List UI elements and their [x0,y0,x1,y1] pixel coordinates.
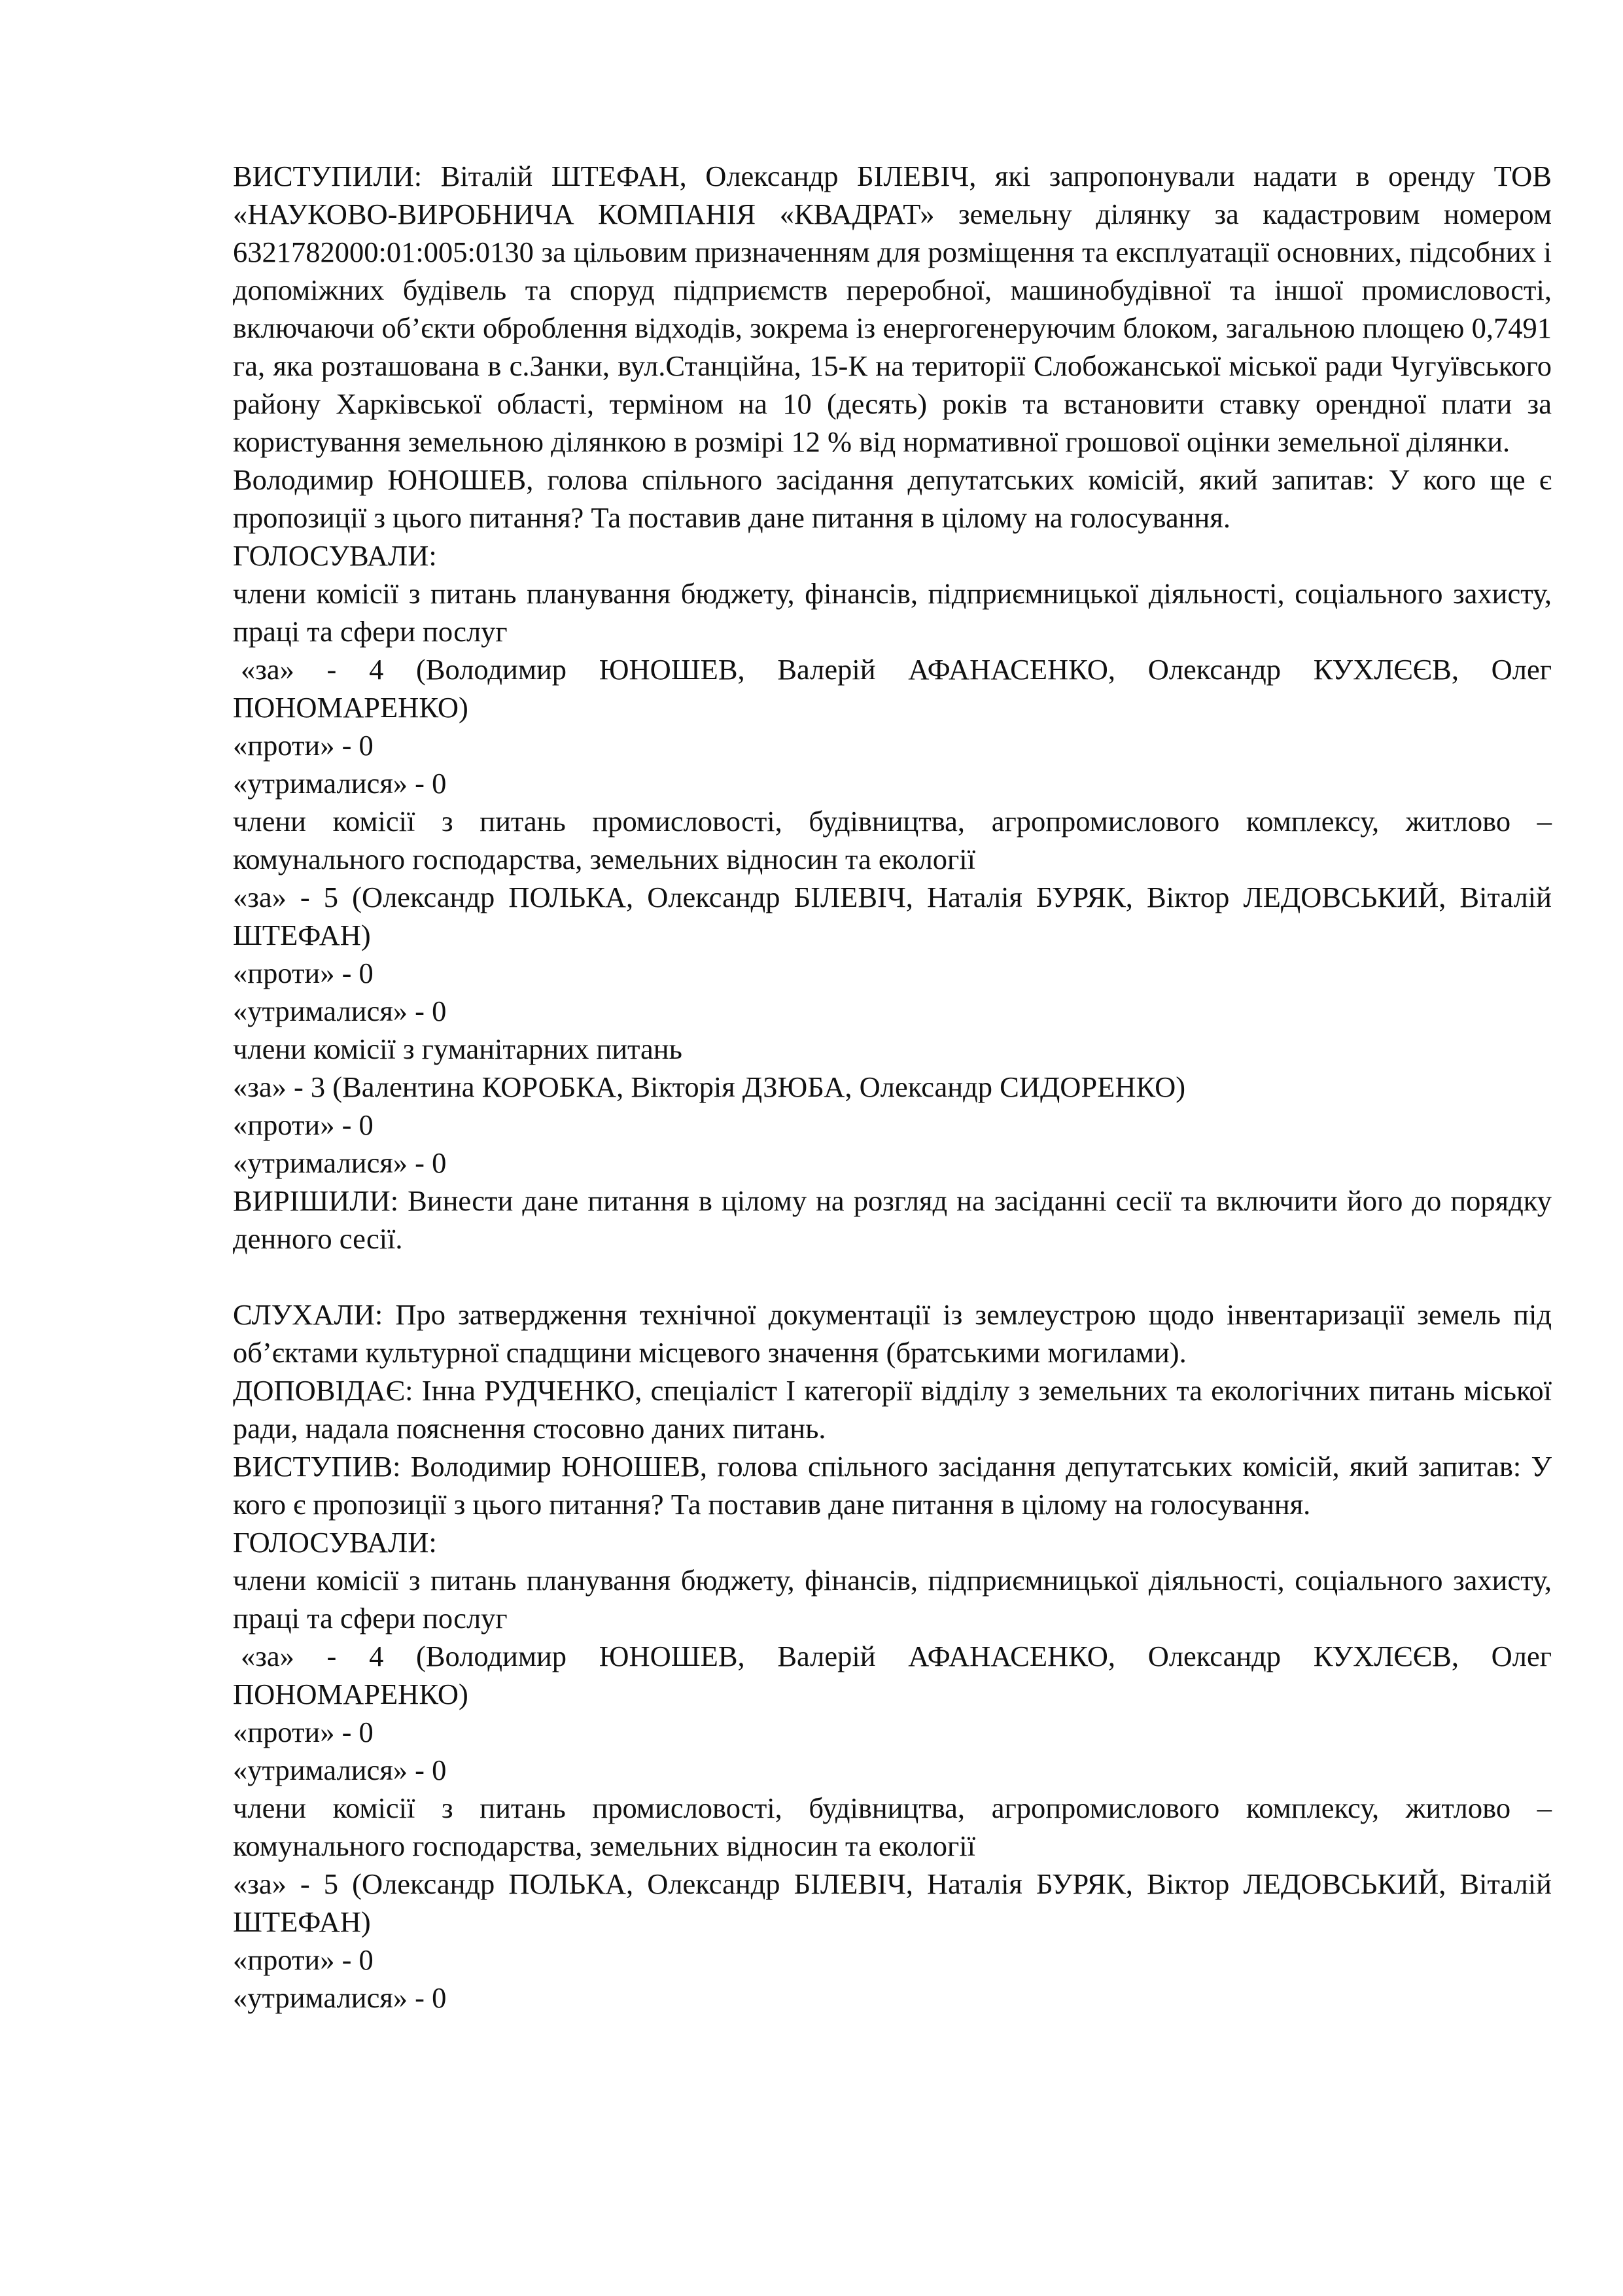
humanitarian-committee-votes-abstained: «утрималися» - 0 [233,1146,447,1179]
industry-committee-label: члени комісії з питань промисловості, будівництва, агропромислового комплексу, житлово – комунального господарства, земельних відносин та екології [233,805,1552,875]
report-paragraph: ДОПОВІДАЄ: Інна РУДЧЕНКО, спеціаліст І категорії відділу з земельних та екологічних питань міської ради, надала пояснення стосовно даних питань. [233,1374,1552,1445]
humanitarian-committee-label: члени комісії з гуманітарних питань [233,1033,682,1065]
industry-committee-label-2: члени комісії з питань промисловості, будівництва, агропромислового комплексу, житлово – комунального господарства, земельних відносин та екології [233,1792,1552,1862]
budget-committee-votes-abstained: «утрималися» - 0 [233,767,447,800]
humanitarian-committee-votes-for: «за» - 3 (Валентина КОРОБКА, Вікторія ДЗЮБА, Олександр СИДОРЕНКО) [233,1070,1186,1103]
budget-committee-votes-for: «за» - 4 (Володимир ЮНОШЕВ, Валерій АФАНАСЕНКО, Олександр КУХЛЄЄВ, Олег ПОНОМАРЕНКО) [233,653,1552,724]
industry-committee-votes-for: «за» - 5 (Олександр ПОЛЬКА, Олександр БІЛЕВІЧ, Наталія БУРЯК, Віктор ЛЕДОВСЬКИЙ, Віталій ШТЕФАН) [233,881,1552,951]
budget-committee-label: члени комісії з питань планування бюджету, фінансів, підприємницької діяльності, соціального захисту, праці та сфери послуг [233,577,1552,648]
budget-committee-votes-against: «проти» - 0 [233,729,374,762]
budget-committee-votes-abstained-2: «утрималися» - 0 [233,1754,447,1786]
chair-question-paragraph: Володимир ЮНОШЕВ, голова спільного засідання депутатських комісій, який запитав: У кого ще є пропозиції з цього питання? Та поставив дане питання в цілому на голосування. [233,463,1552,534]
section-spacer [233,1258,1552,1296]
budget-committee-votes-against-2: «проти» - 0 [233,1716,374,1748]
industry-committee-votes-abstained: «утрималися» - 0 [233,995,447,1027]
heard-paragraph: СЛУХАЛИ: Про затвердження технічної документації із землеустрою щодо інвентаризації земель під об’єктами культурної спадщини місцевого значення (братськими могилами). [233,1298,1552,1369]
industry-committee-votes-for-2: «за» - 5 (Олександр ПОЛЬКА, Олександр БІЛЕВІЧ, Наталія БУРЯК, Віктор ЛЕДОВСЬКИЙ, Віталій ШТЕФАН) [233,1867,1552,1938]
document-page [233,157,1552,2017]
decision-paragraph: ВИРІШИЛИ: Винести дане питання в цілому на розгляд на засіданні сесії та включити його до порядку денного сесії. [233,1184,1552,1255]
industry-committee-votes-against-2: «проти» - 0 [233,1943,374,1976]
speakers-paragraph: ВИСТУПИЛИ: Віталій ШТЕФАН, Олександр БІЛЕВІЧ, які запропонували надати в оренду ТОВ «НАУКОВО-ВИРОБНИЧА КОМПАНІЯ «КВАДРАТ» земельну ділянку за кадастровим номером 6321782000:01:005:0130 за цільовим призначенням для розміщення та експлуатації основних, підсобних і допоміжних будівель та споруд підприємств переробної, машинобудівної та іншої промисловості, включаючи об’єкти оброблення відходів, зокрема із енергогенеруючим блоком, загальною площею 0,7491 га, яка розташована в с.Занки, вул.Станційна, 15-К на території Слобожанської міської ради Чугуївського району Харківської області, терміном на 10 (десять) років та встановити ставку орендної плати за користування земельною ділянкою в розмірі 12 % від нормативної грошової оцінки земельної ділянки. [233,160,1552,458]
budget-committee-votes-for-2: «за» - 4 (Володимир ЮНОШЕВ, Валерій АФАНАСЕНКО, Олександр КУХЛЄЄВ, Олег ПОНОМАРЕНКО) [233,1640,1552,1710]
humanitarian-committee-votes-against: «проти» - 0 [233,1108,374,1141]
budget-committee-label-2: члени комісії з питань планування бюджету, фінансів, підприємницької діяльності, соціального захисту, праці та сфери послуг [233,1564,1552,1634]
speaker-paragraph: ВИСТУПИВ: Володимир ЮНОШЕВ, голова спільного засідання депутатських комісій, який запитав: У кого є пропозиції з цього питання? Та поставив дане питання в цілому на голосування. [233,1450,1552,1521]
voted-heading: ГОЛОСУВАЛИ: [233,539,437,572]
voted-heading-2: ГОЛОСУВАЛИ: [233,1526,437,1559]
industry-committee-votes-against: «проти» - 0 [233,957,374,989]
industry-committee-votes-abstained-2: «утрималися» - 0 [233,1981,447,2014]
